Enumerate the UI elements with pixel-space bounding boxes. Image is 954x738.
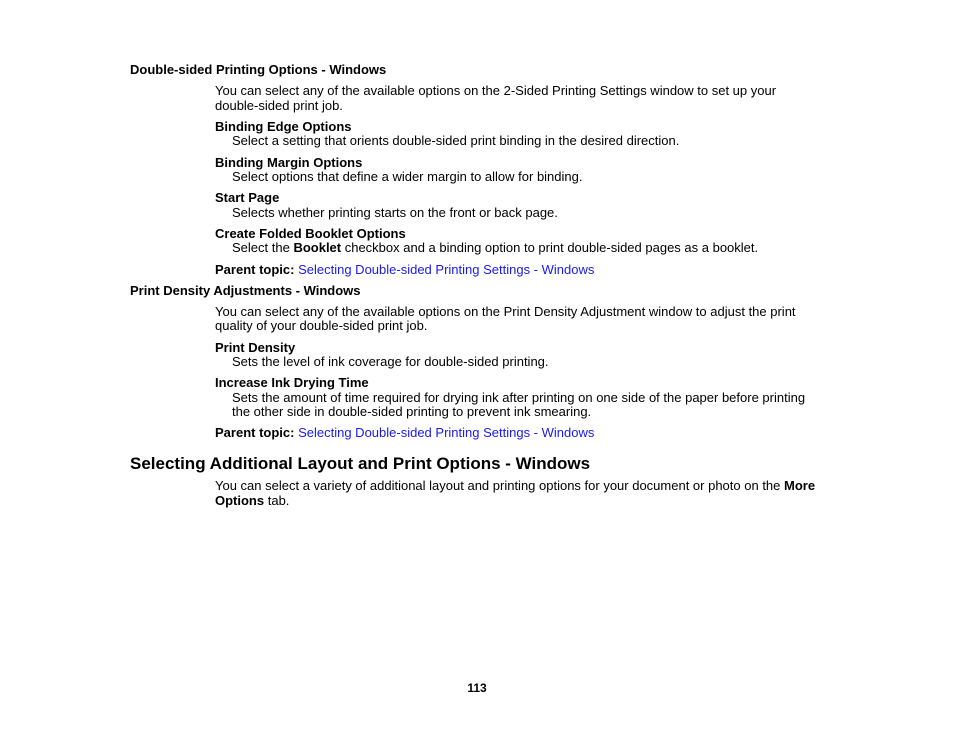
desc-print-density: Sets the level of ink coverage for double-sided printing.	[232, 354, 549, 369]
desc-create-folded-booklet-options: Select the Booklet checkbox and a binding option to print double-sided pages as a booklet.	[232, 240, 759, 255]
desc-binding-edge-options: Select a setting that orients double-sided print binding in the desired direction.	[232, 133, 680, 148]
desc-binding-margin-options: Select options that define a wider margin to allow for binding.	[232, 169, 583, 184]
desc-increase-ink-drying-time-line1: Sets the amount of time required for drying ink after printing on one side of the paper before printing	[232, 390, 806, 405]
section2-intro-line1: You can select any of the available options on the Print Density Adjustment window to adjust the print	[215, 304, 796, 319]
section1-intro-line2: double-sided print job.	[215, 98, 343, 113]
section-heading-print-density-adjustments: Print Density Adjustments - Windows	[130, 283, 361, 298]
section3-intro-line1: You can select a variety of additional layout and printing options for your document or photo on the More	[215, 478, 816, 493]
desc-start-page: Selects whether printing starts on the front or back page.	[232, 205, 558, 220]
term-binding-edge-options: Binding Edge Options	[215, 119, 352, 134]
parent-topic-link[interactable]: Selecting Double-sided Printing Settings - Windows	[298, 425, 595, 440]
term-increase-ink-drying-time: Increase Ink Drying Time	[215, 375, 369, 390]
section1-intro-line1: You can select any of the available options on the 2-Sided Printing Settings window to set up your	[215, 83, 777, 98]
section-heading-double-sided-options: Double-sided Printing Options - Windows	[130, 62, 387, 77]
more-keyword: More	[784, 478, 816, 493]
section-heading-additional-layout-options: Selecting Additional Layout and Print Options - Windows	[130, 454, 591, 473]
term-print-density: Print Density	[215, 340, 296, 355]
desc-increase-ink-drying-time-line2: the other side in double-sided printing to prevent ink smearing.	[232, 404, 592, 419]
page-number: 113	[467, 681, 487, 695]
term-binding-margin-options: Binding Margin Options	[215, 155, 363, 170]
parent-topic-link[interactable]: Selecting Double-sided Printing Settings - Windows	[298, 262, 595, 277]
parent-topic-2	[215, 425, 594, 440]
parent-topic-label: Parent topic:	[215, 425, 295, 440]
section3-intro-line2: Options tab.	[215, 493, 290, 508]
booklet-keyword: Booklet	[293, 240, 342, 255]
section2-intro-line2: quality of your double-sided print job.	[215, 318, 428, 333]
parent-topic-1	[215, 262, 594, 277]
options-keyword: Options	[215, 493, 265, 508]
term-create-folded-booklet-options: Create Folded Booklet Options	[215, 226, 406, 241]
term-start-page: Start Page	[215, 190, 280, 205]
parent-topic-label: Parent topic:	[215, 262, 295, 277]
